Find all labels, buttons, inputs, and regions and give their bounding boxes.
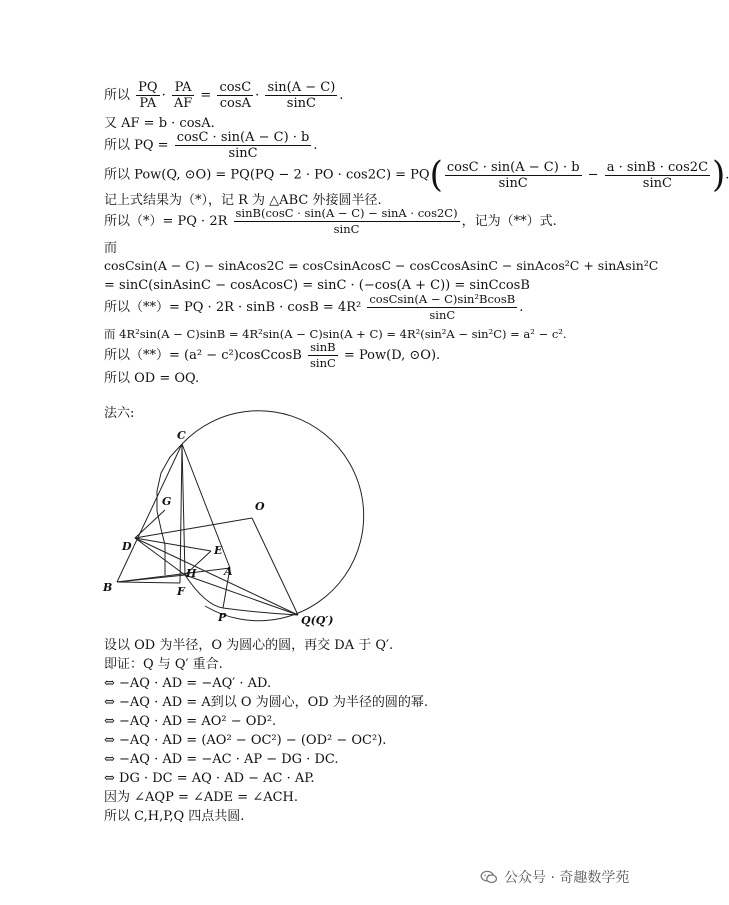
section-title-method-six: 法六: [104,406,135,421]
segment-bh [117,575,185,582]
eq-line-1: 所以 $\frac{PQ}{PA}$ · $\frac{PA}{AF}$ = $\frac{\cos C}{\cos A}$ · $\frac{\sin(A - C)}{\sin C}$ . [104,80,344,111]
segment-dh [135,538,185,575]
eq4-prefix: 所以 Pow(Q, ⊙O) = PQ(PQ − 2 · PO · cos2C) = PQ [104,167,430,183]
frac-cosc-cosa: $\frac{\cos C}{\cos A}$ [219,80,252,111]
eq-line-7: 而 [104,241,118,256]
segment-cb [117,444,182,582]
eq-line-3: 所以 PQ = $\frac{\cos C \cdot \sin(A - C) \cdot b}{\sin C}$ . [104,130,318,161]
wechat-icon [480,870,498,884]
eq-line-9: = sinC(sinAsinC − cosAcosC) = sinC · (−cos(A + C)) = sinCcosB [104,278,530,293]
label-e: E [214,544,223,557]
eq-line-4 [104,154,729,196]
frac-sinb-sinc: $\frac{\sin B}{\sin C}$ [309,340,336,370]
frac-pq-pa: $\frac{PQ}{PA}$ [138,80,158,111]
frac-pq-expression: $\frac{\cos C \cdot \sin(A - C) \cdot b}{\sin C}$ [176,130,310,161]
label-c: C [177,429,186,442]
inner-arc [157,444,182,575]
eq1-prefix: 所以 [104,88,131,103]
label-g: G [162,495,172,508]
eq6-suffix: ，记为（**）式. [461,214,557,229]
watermark-text: 公众号 · 奇趣数学苑 [504,870,630,886]
label-a: A [224,565,233,578]
frac-pow-term1: $\frac{\cos C \cdot \sin(A - C) \cdot b}{\sin C}$ [446,159,580,191]
frac-pa-af: $\frac{PA}{AF}$ [173,80,193,111]
proof-line-10: 所以 C,H,P,Q 四点共圆. [104,809,245,824]
frac-4r2-expression: $\frac{\text{cosCsin(A − C)sin²BcosB}}{\sin C}$ [369,292,516,322]
proof-line-5: ⇔ −AQ · AD = AO² − OD². [104,714,277,729]
watermark [480,866,629,888]
close-paren-icon: ) [712,154,726,196]
label-b: B [103,581,113,594]
proof-line-4: ⇔ −AQ · AD = A到以 O 为圆心，OD 为半径的圆的幂. [104,695,428,710]
eq12-prefix: 所以（**）= (a² − c²)cosCcosB [104,348,302,363]
eq1-equals: = [200,88,212,103]
segment-ca [182,444,230,568]
segment-ch [182,444,185,575]
eq-line-10: 所以（**）= PQ · 2R · sinB · cosB = 4R² $\frac{\text{cosCsin(A − C)sin²BcosB}}{\sin C}$ . [104,292,524,322]
eq-line-12 [104,340,440,371]
eq3-prefix: 所以 PQ = [104,138,169,153]
eq-line-5: 记上式结果为（*），记 R 为 △ABC 外接圆半径. [104,193,382,208]
label-o: O [255,500,265,513]
frac-star-expression: $\frac{\sin B(\cos C \cdot \sin(A - C) - \sin A \cdot \cos 2C)}{\sin C}$ [235,206,458,236]
proof-line-3: ⇔ −AQ · AD = −AQ′ · AD. [104,676,272,691]
segment-hq [185,575,298,615]
eq6-prefix: 所以（*）= PQ · 2R [104,214,228,229]
eq-line-6 [104,206,557,237]
eq-line-8: cosCsin(A − C) − sinAcos2C = cosCsinAcosC − cosCcosAsinC − sinAcos²C + sinAsin²C [104,258,659,273]
label-p: P [218,611,227,624]
proof-line-1: 设以 OD 为半径，O 为圆心的圆，再交 DA 于 Q′. [104,638,394,653]
eq10-prefix: 所以（**）= PQ · 2R · sinB · cosB = 4R² [104,300,362,315]
segment-cf [180,444,182,583]
proof-line-9: 因为 ∠AQP = ∠ADE = ∠ACH. [104,790,299,805]
label-q: Q(Q′) [301,614,334,627]
open-paren-icon: ( [429,154,443,196]
frac-sin-sinc: $\frac{\sin(A - C)}{\sin C}$ [267,80,336,111]
eq-line-11: 而 4R²sin(A − C)sinB = 4R²sin(A − C)sin(A + C) = 4R²(sin²A − sin²C) = a² − c². [104,327,567,341]
label-f: F [177,585,185,598]
proof-line-8: ⇔ DG · DC = AQ · AD − AC · AP. [104,771,315,786]
eq12-suffix: = Pow(D, ⊙O). [343,348,441,363]
segment-oq [252,518,298,615]
proof-line-7: ⇔ −AQ · AD = −AC · AP − DG · DC. [104,752,339,767]
label-h: H [186,567,197,580]
frac-pow-term2: $\frac{a \cdot \sin B \cdot \cos 2C}{\sin C}$ [606,159,709,191]
eq-line-2: 又 AF = b · cosA. [104,116,215,131]
eq-line-13: 所以 OD = OQ. [104,371,200,386]
segment-de [135,538,211,551]
geometry-diagram [95,425,365,635]
label-d: D [122,540,132,553]
proof-line-6: ⇔ −AQ · AD = (AO² − OC²) − (OD² − OC²). [104,733,387,748]
segment-bf [117,582,180,583]
proof-line-2: 即证：Q 与 Q′ 重合. [104,657,223,672]
eq4-minus: − [587,167,599,183]
